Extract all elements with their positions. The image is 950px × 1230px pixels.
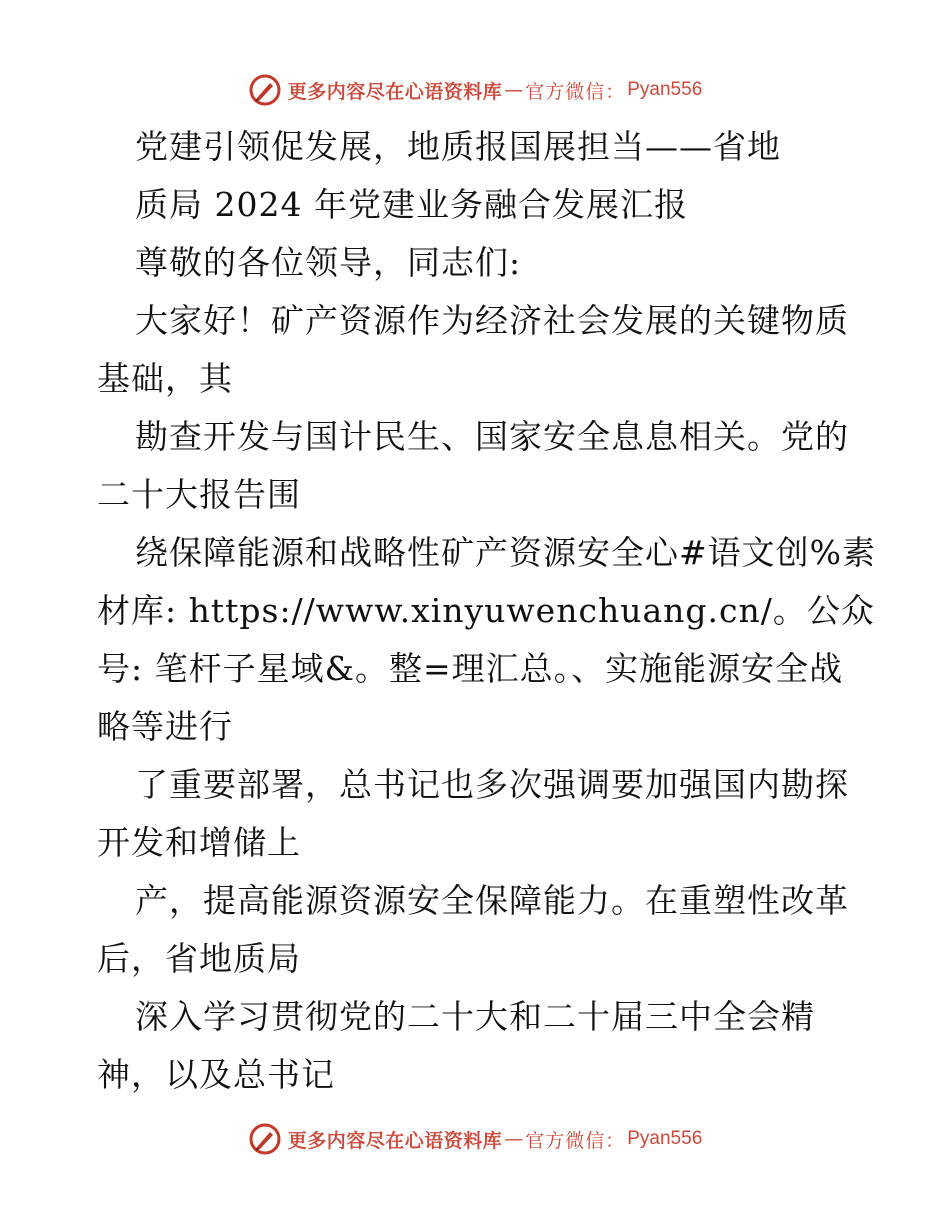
text-line: 二十大报告围 — [97, 475, 301, 514]
watermark-dash: — — [504, 1128, 524, 1150]
watermark-main-text: 更多内容尽在心语资料库 — [287, 80, 503, 103]
text-line: 了重要部署，总书记也多次强调要加强国内勘探 — [135, 765, 849, 804]
text-line: 产，提高能源资源安全保障能力。在重塑性改革 — [135, 881, 849, 920]
watermark-wechat-id: Pyan556 — [627, 1128, 703, 1149]
header-watermark — [0, 70, 950, 110]
text-line: 尊敬的各位领导，同志们: — [135, 243, 522, 282]
text-line: 绕保障能源和战略性矿产资源安全心#语文创%素 — [135, 533, 877, 572]
text-line: 号: 笔杆子星域&。整=理汇总。、实施能源安全战 — [97, 649, 844, 688]
pen-logo-icon — [248, 73, 282, 107]
text-line: 神，以及总书记 — [97, 1055, 335, 1094]
text-line: 开发和增储上 — [97, 823, 301, 862]
text-line: 大家好！矿产资源作为经济社会发展的关键物质 — [135, 301, 849, 340]
text-line: 略等进行 — [97, 707, 233, 746]
document-body — [97, 118, 877, 1104]
watermark-main-text: 更多内容尽在心语资料库 — [287, 1129, 503, 1152]
footer-watermark — [0, 1119, 950, 1159]
text-line: 质局 2024 年党建业务融合发展汇报 — [135, 185, 688, 224]
watermark-wechat-id: Pyan556 — [627, 79, 703, 100]
text-line: 勘查开发与国计民生、国家安全息息相关。党的 — [135, 417, 849, 456]
watermark-sub-text: 官方微信： — [525, 1129, 626, 1152]
watermark-dash: — — [504, 79, 524, 101]
watermark-sub-text: 官方微信： — [525, 80, 626, 103]
text-line: 党建引领促发展，地质报国展担当——省地 — [135, 127, 781, 166]
text-line: 后，省地质局 — [97, 939, 301, 978]
text-line: 基础，其 — [97, 359, 233, 398]
text-line: 深入学习贯彻党的二十大和二十届三中全会精 — [135, 997, 815, 1036]
pen-logo-icon — [248, 1122, 282, 1156]
text-line: 材库: https://www.xinyuwenchuang.cn/。公众 — [97, 591, 875, 630]
